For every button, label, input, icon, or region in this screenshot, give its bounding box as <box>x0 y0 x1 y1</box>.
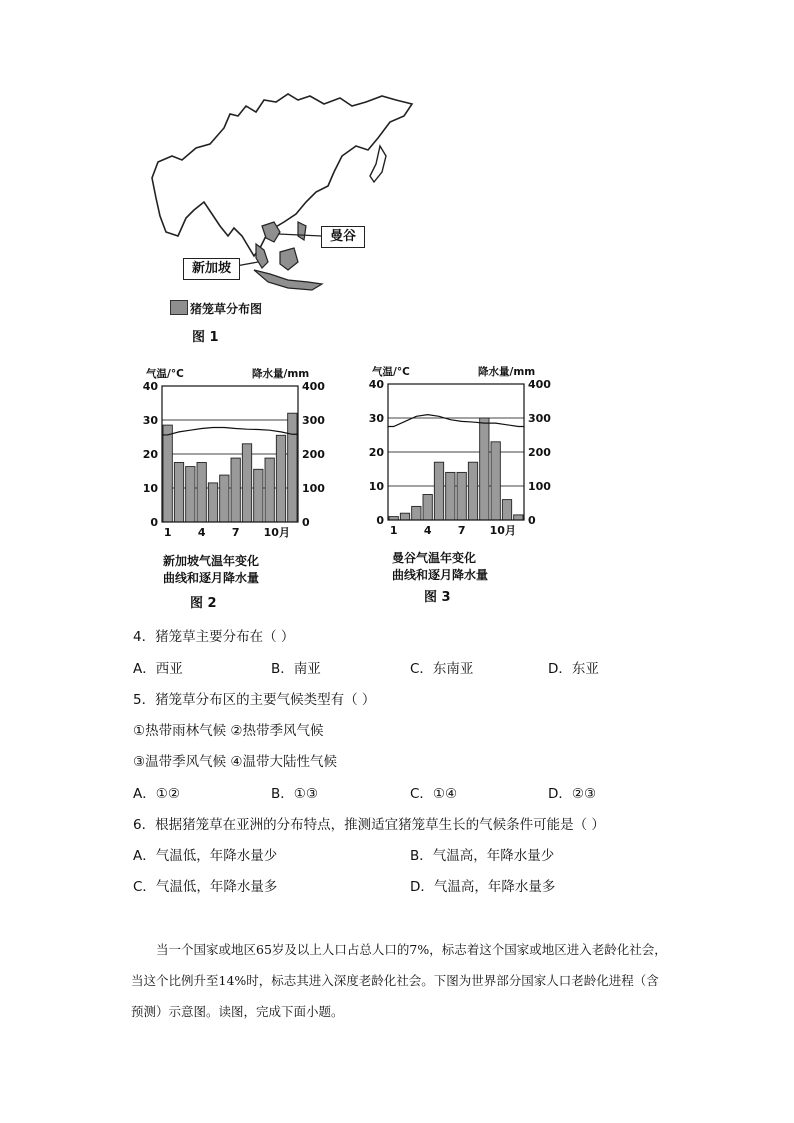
x-tick: 1 <box>389 524 398 537</box>
precip-bar-10 <box>265 458 274 522</box>
q4-stem: 4．猪笼草主要分布在（ ） <box>133 629 295 645</box>
precip-bar-2 <box>174 463 183 523</box>
y-left-title: 气温/°C <box>372 366 410 378</box>
y-left-tick: 30 <box>368 412 384 425</box>
y-right-tick: 0 <box>302 516 310 529</box>
y-right-tick: 200 <box>302 448 325 461</box>
q5-option-a[interactable]: A．①② <box>133 786 180 802</box>
q5-option-c[interactable]: C．①④ <box>410 786 458 802</box>
singapore-chart-svg <box>140 366 330 546</box>
y-right-title: 降水量/mm <box>252 368 310 380</box>
y-left-tick: 40 <box>142 380 158 393</box>
q4-option-a[interactable]: A．西亚 <box>133 661 183 677</box>
q4-option-d[interactable]: D．东亚 <box>548 661 599 677</box>
precip-bar-11 <box>502 500 511 520</box>
y-right-tick: 400 <box>528 378 551 391</box>
asia-map <box>138 86 428 296</box>
passage-text: 当一个国家或地区65岁及以上人口占总人口的7%，标志着这个国家或地区进入老龄化社会，当这个比例升至14%时，标志其进入深度老龄化社会。下图为世界部分国家人口老龄化进程（含预测）示意图。读图，完成下面小题。 <box>131 942 667 1019</box>
precip-bar-2 <box>400 513 409 520</box>
q5-items-line2: ③温带季风气候 ④温带大陆性气候 <box>133 754 337 770</box>
q4-option-b[interactable]: B．南亚 <box>271 661 321 677</box>
precip-bar-12 <box>288 413 297 522</box>
precip-bar-4 <box>423 495 432 521</box>
precip-bar-7 <box>231 458 240 522</box>
y-right-tick: 100 <box>528 480 551 493</box>
y-left-tick: 30 <box>142 414 158 427</box>
fig2-label: 图 2 <box>190 596 217 611</box>
precip-bar-10 <box>491 442 500 520</box>
precip-bar-7 <box>457 472 466 520</box>
y-left-title: 气温/°C <box>146 368 184 380</box>
y-left-tick: 10 <box>368 480 384 493</box>
x-tick: 10月 <box>489 524 516 537</box>
precip-bar-5 <box>208 483 217 522</box>
y-right-tick: 300 <box>302 414 325 427</box>
y-right-tick: 400 <box>302 380 325 393</box>
temperature-curve <box>162 427 298 434</box>
y-left-tick: 40 <box>368 378 384 391</box>
distribution-malay <box>256 244 268 268</box>
y-left-tick: 20 <box>368 446 384 459</box>
precip-bar-9 <box>480 418 489 520</box>
precip-bar-3 <box>412 506 421 520</box>
q5-option-d[interactable]: D．②③ <box>548 786 597 802</box>
x-tick: 1 <box>163 526 172 539</box>
q5-stem: 5．猪笼草分布区的主要气候类型有（ ） <box>133 692 376 708</box>
q6-option-b[interactable]: B．气温高，年降水量少 <box>410 848 555 864</box>
bangkok-label: 曼谷 <box>321 226 365 248</box>
x-tick: 7 <box>231 526 240 539</box>
distribution-borneo <box>280 248 298 270</box>
q6-stem: 6．根据猪笼草在亚洲的分布特点，推测适宜猪笼草生长的气候条件可能是（ ） <box>133 817 605 833</box>
y-right-tick: 100 <box>302 482 325 495</box>
y-left-tick: 20 <box>142 448 158 461</box>
q5-option-b[interactable]: B．①③ <box>271 786 318 802</box>
q5-items-line1: ①热带雨林气候 ②热带季风气候 <box>133 723 324 739</box>
temperature-curve <box>388 415 524 427</box>
precip-bar-9 <box>254 469 263 522</box>
precip-bar-5 <box>434 462 443 520</box>
fig1-label: 图 1 <box>192 330 219 345</box>
fig2-caption-line1: 新加坡气温年变化 <box>163 554 260 568</box>
y-right-tick: 200 <box>528 446 551 459</box>
q6-option-d[interactable]: D．气温高，年降水量多 <box>410 879 556 895</box>
precip-bar-6 <box>446 472 455 520</box>
precip-bar-4 <box>197 463 206 523</box>
precip-bar-8 <box>242 444 251 522</box>
distribution-sumatra-java <box>254 270 322 290</box>
q6-option-c[interactable]: C．气温低，年降水量多 <box>133 879 278 895</box>
precip-bar-11 <box>276 435 285 522</box>
legend-swatch <box>170 300 188 315</box>
y-left-tick: 0 <box>376 514 384 527</box>
distribution-philippines <box>298 222 306 240</box>
precip-bar-3 <box>186 467 195 522</box>
y-left-tick: 0 <box>150 516 158 529</box>
fig3-caption-line1: 曼谷气温年变化 <box>392 551 477 565</box>
bangkok-chart-svg <box>366 364 556 544</box>
singapore-label: 新加坡 <box>183 258 240 280</box>
singapore-climate-chart <box>140 366 330 546</box>
fig3-label: 图 3 <box>424 590 451 605</box>
japan-outline <box>370 146 386 182</box>
fig3-caption-line2: 曲线和逐月降水量 <box>392 568 489 582</box>
precip-bar-12 <box>514 515 523 520</box>
y-right-tick: 0 <box>528 514 536 527</box>
y-left-tick: 10 <box>142 482 158 495</box>
x-tick: 4 <box>423 524 432 537</box>
q6-option-a[interactable]: A．气温低，年降水量少 <box>133 848 278 864</box>
y-right-tick: 300 <box>528 412 551 425</box>
precip-bar-8 <box>468 462 477 520</box>
bangkok-climate-chart <box>366 364 556 544</box>
x-tick: 4 <box>197 526 206 539</box>
x-tick: 10月 <box>263 526 290 539</box>
x-tick: 7 <box>457 524 466 537</box>
map-legend: 猪笼草分布图 <box>190 302 263 316</box>
y-right-title: 降水量/mm <box>478 366 536 378</box>
precip-bar-1 <box>163 425 172 522</box>
fig2-caption-line2: 曲线和逐月降水量 <box>163 571 260 585</box>
q4-option-c[interactable]: C．东南亚 <box>410 661 474 677</box>
precip-bar-6 <box>220 475 229 522</box>
